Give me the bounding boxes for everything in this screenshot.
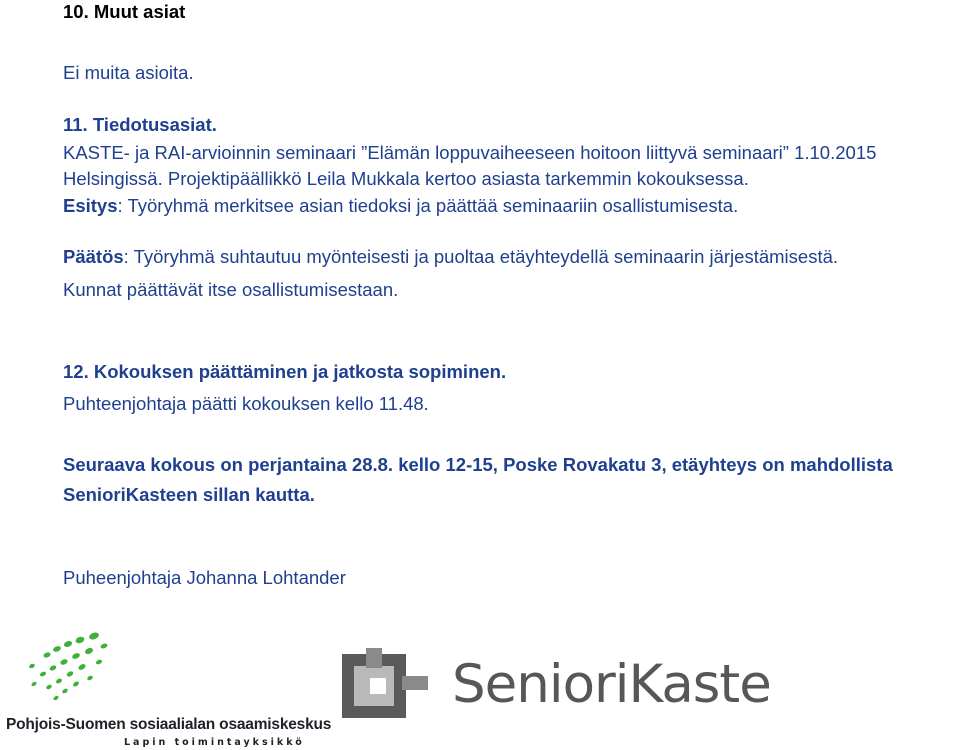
pohjois-suomen-subtitle: Lapin toimintayksikkö (124, 737, 305, 748)
leaf-dots-icon (14, 624, 144, 714)
section-11-line-2: Helsingissä. Projektipäällikkö Leila Mukkala kertoo asiasta tarkemmin kokouksessa. (63, 168, 749, 189)
paatos-label: Päätös (63, 246, 124, 267)
esitys-line (63, 194, 738, 218)
section-12-body: Puhteenjohtaja päätti kokouksen kello 11.48. (63, 393, 429, 414)
section-11-heading: 11. Tiedotusasiat. (63, 114, 217, 135)
paatos-line-2: Kunnat päättävät itse osallistumisestaan. (63, 279, 399, 300)
seniorikaste-logo (340, 644, 771, 730)
section-12-heading: 12. Kokouksen päättäminen ja jatkosta sopiminen. (63, 361, 507, 382)
seniorikaste-mark-icon (340, 648, 440, 728)
signature: Puheenjohtaja Johanna Lohtander (63, 567, 346, 588)
section-11-line-1: KASTE- ja RAI-arvioinnin seminaari ”Elämän loppuvaiheeseen hoitoon liittyvä seminaari” 1.10.2015 (63, 142, 877, 163)
footer-logos (0, 612, 960, 750)
next-meeting-line-2: SenioriKasteen sillan kautta. (63, 484, 315, 505)
paatos-line (63, 245, 838, 269)
seniorikaste-name: SenioriKaste (452, 654, 771, 715)
pohjois-suomen-logo (0, 624, 340, 750)
next-meeting-line-1: Seuraava kokous on perjantaina 28.8. kello 12-15, Poske Rovakatu 3, etäyhteys on mahdollista (63, 454, 893, 475)
section-10-heading: 10. Muut asiat (63, 1, 186, 22)
esitys-text: : Työryhmä merkitsee asian tiedoksi ja päättää seminaariin osallistumisesta. (117, 195, 739, 216)
pohjois-suomen-name: Pohjois-Suomen sosiaalialan osaamiskeskus (6, 716, 332, 733)
esitys-label: Esitys (63, 195, 118, 216)
paatos-text: : Työryhmä suhtautuu myönteisesti ja puoltaa etäyhteydellä seminaarin järjestämisestä. (123, 246, 839, 267)
section-10-body: Ei muita asioita. (63, 62, 194, 83)
